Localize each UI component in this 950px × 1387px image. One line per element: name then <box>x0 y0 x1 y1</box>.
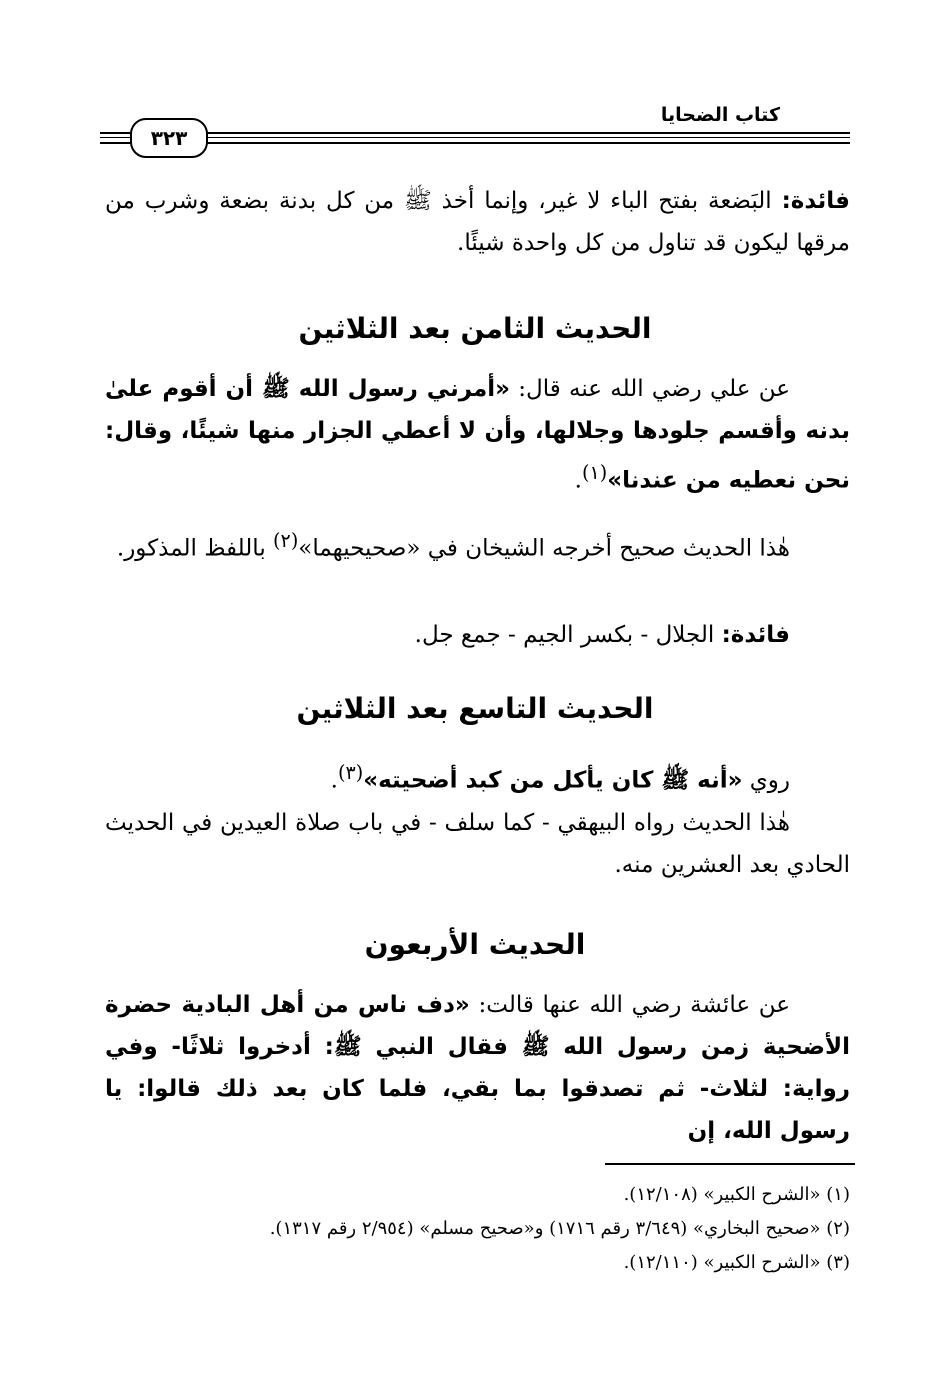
footnote-3: (٣) «الشرح الكبير» (١٢/١١٠). <box>623 1252 850 1273</box>
sentence-end: . <box>574 467 582 494</box>
header-rule <box>100 137 850 138</box>
hadith-intro: روي <box>749 767 790 794</box>
footnote-separator <box>605 1163 855 1165</box>
hadith-quote: «دف ناس من أهل البادية حضرة الأضحية زمن رسول الله ﷺ فقال النبي ﷺ: أدخروا ثلاثًا- وفي رواية: لثلاث- ثم تصدقوا بما بقي، فلما كان بعد ذلك قالوا: يا رسول الله، إن <box>105 992 850 1144</box>
paragraph-hadith-39 <box>105 752 850 802</box>
footnotes <box>100 1178 850 1280</box>
heading-hadith-39: الحديث التاسع بعد الثلاثين <box>296 692 654 725</box>
footnote-1: (١) «الشرح الكبير» (١٢/١٠٨). <box>623 1184 850 1205</box>
source-text: هٰذا الحديث رواه البيهقي - كما سلف - في باب صلاة العيدين في الحديث الحادي بعد العشرين منه. <box>105 810 850 878</box>
hadith-quote: «أنه ﷺ كان يأكل من كبد أضحيته» <box>363 767 743 794</box>
paragraph-source-39 <box>105 802 850 886</box>
source-text: هٰذا الحديث صحيح أخرجه الشيخان في «صحيحيهما» <box>298 535 790 562</box>
note-label: فائدة: <box>721 622 790 648</box>
paragraph-hadith-38 <box>105 368 850 502</box>
header-rule <box>100 142 850 144</box>
hadith-quote: «أمرني رسول الله ﷺ أن أقوم علىٰ بدنه وأقسم جلودها وجلالها، وأن لا أعطي الجزار منها شيئًا، وقال: نحن نعطيه من عندنا» <box>105 376 850 494</box>
footnote-ref: (٣) <box>337 761 364 784</box>
footnote-ref: (٢) <box>273 529 299 552</box>
paragraph-note-2 <box>105 614 850 656</box>
heading-hadith-38: الحديث الثامن بعد الثلاثين <box>298 312 652 345</box>
note-text: البَضعة بفتح الباء لا غير، وإنما أخذ ﷺ من كل بدنة بضعة وشرب من مرقها ليكون قد تناول من كل واحدة شيئًا. <box>105 188 850 256</box>
paragraph-note-1 <box>105 180 850 264</box>
footnote-ref: (١) <box>581 461 608 484</box>
page-header <box>100 100 850 160</box>
header-rule <box>100 132 850 134</box>
footnote-2: (٢) «صحيح البخاري» (٣/٦٤٩ رقم ١٧١٦) و«صحيح مسلم» (٢/٩٥٤ رقم ١٣١٧). <box>269 1218 850 1239</box>
heading-hadith-40: الحديث الأربعون <box>364 928 586 961</box>
note-label: فائدة: <box>781 188 850 214</box>
source-end: باللفظ المذكور. <box>116 535 274 562</box>
page-number: ٣٢٣ <box>130 118 208 158</box>
paragraph-hadith-40 <box>105 984 850 1152</box>
paragraph-source-38 <box>105 520 850 570</box>
hadith-intro: عن عائشة رضي الله عنها قالت: <box>478 992 791 1018</box>
running-title: كتاب الضحايا <box>660 104 780 126</box>
note-text: الجلال - بكسر الجيم - جمع جل. <box>414 622 715 648</box>
sentence-end: . <box>330 767 338 794</box>
hadith-intro: عن علي رضي الله عنه قال: <box>518 376 790 402</box>
